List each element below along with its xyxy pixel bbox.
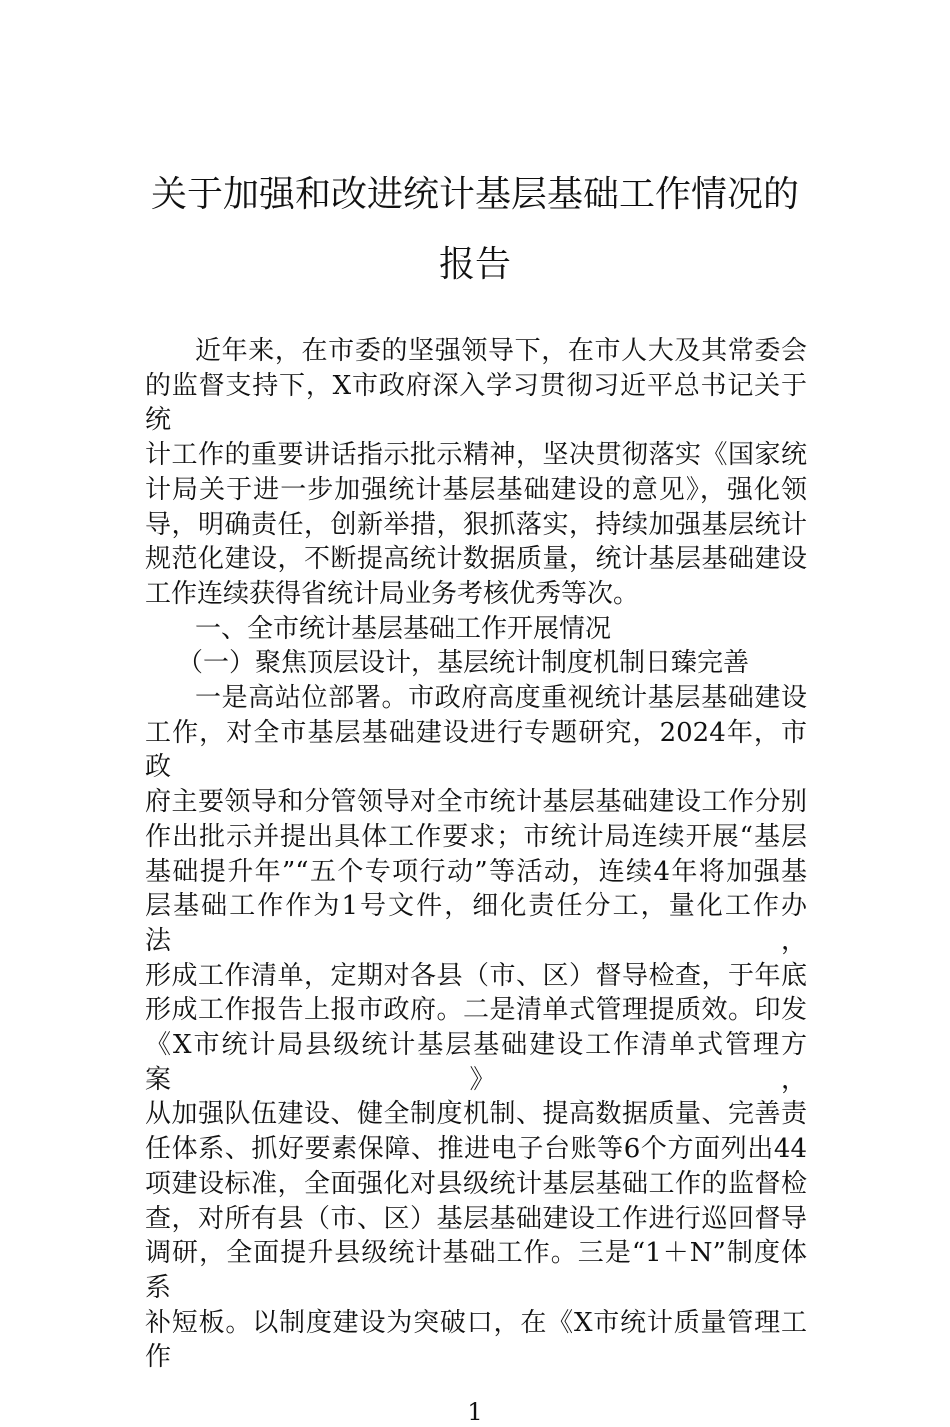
- text-line: 《X市统计局县级统计基层基础建设工作清单式管理方案》，: [145, 1030, 807, 1095]
- text-line: 层基础工作作为1号文件，细化责任分工，量化工作办法，: [145, 891, 807, 956]
- text-line: 近年来，在市委的坚强领导下，在市人大及其常委会: [195, 336, 807, 366]
- text-line: 形成工作清单，定期对各县（市、区）督导检查，于年底: [145, 960, 807, 991]
- text-line: 导，明确责任，创新举措，狠抓落实，持续加强基层统计: [145, 509, 807, 540]
- text-line: 计局关于进一步加强统计基层基础建设的意见》，强化领: [145, 474, 807, 505]
- text-line: 工作，对全市基层基础建设进行专题研究，2024年，市政: [145, 717, 807, 783]
- text-line: 形成工作报告上报市政府。二是清单式管理提质效。印发: [145, 995, 807, 1026]
- text-line: 府主要领导和分管领导对全市统计基层基础建设工作分别: [145, 787, 807, 818]
- page-number: 1: [467, 1398, 483, 1427]
- text-line: 一是高站位部署。市政府高度重视统计基层基础建设: [195, 683, 807, 714]
- section-heading: 一、全市统计基层基础工作开展情况: [195, 613, 612, 644]
- document-title-line-2: 报告: [438, 244, 511, 285]
- text-line: 任体系、抓好要素保障、推进电子台账等6个方面列出44: [145, 1134, 807, 1165]
- document-title-line-1: 关于加强和改进统计基层基础工作情况的: [150, 174, 799, 215]
- subsection-heading: （一）聚焦顶层设计，基层统计制度机制日臻完善: [177, 648, 750, 679]
- text-line: 补短板。以制度建设为突破口，在《X市统计质量管理工作: [145, 1307, 807, 1373]
- text-line: 规范化建设，不断提高统计数据质量，统计基层基础建设: [145, 544, 807, 575]
- text-line: 计工作的重要讲话指示批示精神，坚决贯彻落实《国家统: [145, 440, 807, 471]
- text-line: 作出批示并提出具体工作要求；市统计局连续开展“基层: [145, 821, 807, 852]
- text-line: 从加强队伍建设、健全制度机制、提高数据质量、完善责: [145, 1099, 807, 1130]
- document-body: [145, 334, 807, 1375]
- text-line: 项建设标准，全面强化对县级统计基层基础工作的监督检: [145, 1168, 807, 1199]
- text-line: 的监督支持下，X市政府深入学习贯彻习近平总书记关于统: [145, 370, 807, 436]
- text-line: 调研，全面提升县级统计基础工作。三是“1＋N”制度体系: [145, 1238, 807, 1303]
- text-line: 基础提升年”“五个专项行动”等活动，连续4年将加强基: [145, 856, 807, 887]
- text-line: 工作连续获得省统计局业务考核优秀等次。: [145, 578, 640, 609]
- text-line: 查，对所有县（市、区）基层基础建设工作进行巡回督导: [145, 1203, 807, 1234]
